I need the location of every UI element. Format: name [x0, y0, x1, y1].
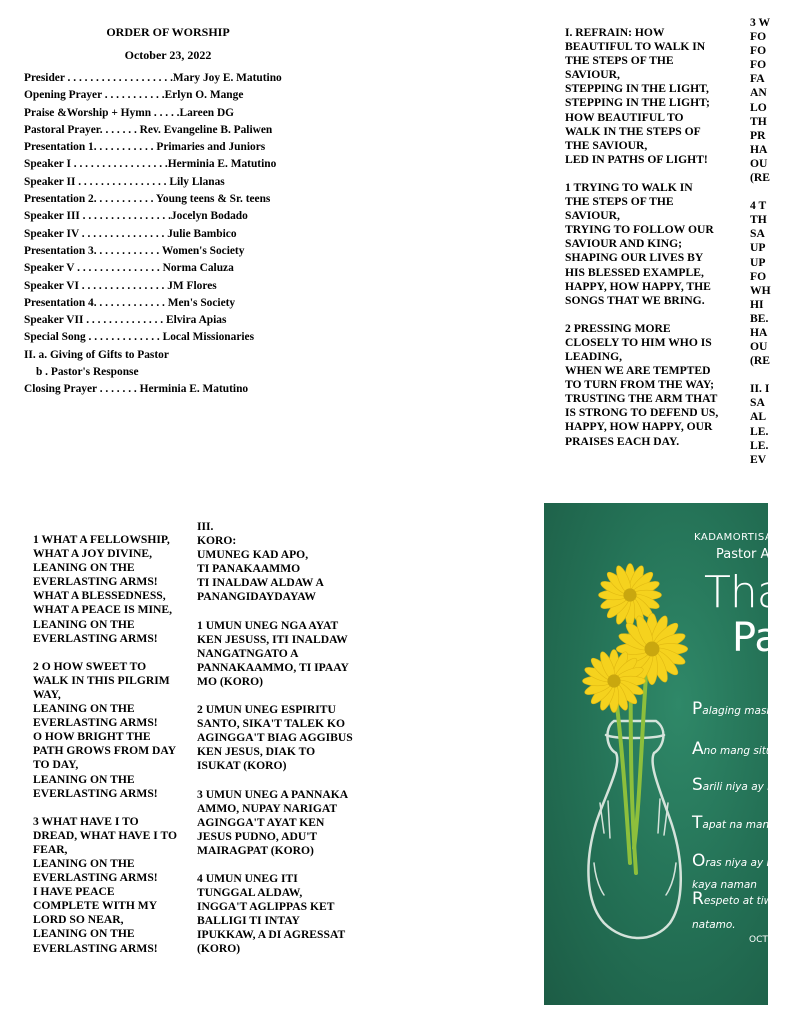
acrostic-initial: A [692, 739, 704, 759]
program-row: Speaker V . . . . . . . . . . . . . . . Norma Caluza [24, 262, 234, 275]
acrostic-line [692, 775, 774, 795]
hymn-verse: 1 UMUN UNEG NGA AYAT KEN JESUSS, ITI INALDAW NANGATNGATO A PANNAKAAMMO, TI IPAAY MO (KORO) [197, 618, 349, 688]
acrostic-initial: R [692, 889, 704, 909]
hymn-verse: 4 UMUN UNEG ITI TUNGGAL ALDAW, INGGA'T AGLIPPAS KET BALLIGI TI INTAY IPUKKAW, A DI AGRESSAT (KORO) [197, 871, 346, 956]
program-row: Presentation 4. . . . . . . . . . . . . Men's Society [24, 296, 236, 309]
card-date-fragment: OCT [749, 935, 768, 945]
card-thank-heading: Tha [704, 567, 783, 618]
hymn-verse: 1 WHAT A FELLOWSHIP, WHAT A JOY DIVINE, LEANING ON THE EVERLASTING ARMS! WHAT A BLESSEDNESS, WHAT A PEACE IS MINE, LEANING ON THE EVERLASTING ARMS! [33, 533, 173, 645]
program-row: Presentation 1. . . . . . . . . . . Primaries and Juniors [24, 141, 266, 154]
program-row: Speaker I . . . . . . . . . . . . . . . . .Herminia E. Matutino [24, 158, 277, 171]
program-row: Speaker VI . . . . . . . . . . . . . . . JM Flores [24, 279, 217, 292]
acrostic-line [692, 699, 776, 719]
program-row: b . Pastor's Response [36, 366, 139, 379]
program-row: Praise &Worship + Hymn . . . . .Lareen DG [24, 106, 235, 119]
hymn-verse: 3 WHAT HAVE I TO DREAD, WHAT HAVE I TO FEAR, LEANING ON THE EVERLASTING ARMS! I HAVE PEACE COMPLETE WITH MY LORD SO NEAR, LEANING ON THE EVERLASTING ARMS! [33, 814, 177, 955]
program-row: Closing Prayer . . . . . . . Herminia E. Matutino [24, 383, 249, 396]
program-row: Presentation 3. . . . . . . . . . . . Women's Society [24, 244, 245, 257]
hymn-verse: 2 UMUN UNEG ESPIRITU SANTO, SIKA'T TALEK KO AGINGGA'T BIAG AGGIBUS KEN JESUS, DIAK TO ISUKAT (KORO) [197, 703, 353, 773]
acrostic-text: alaging masig [702, 705, 777, 717]
program-row: Speaker II . . . . . . . . . . . . . . . . Lily Llanas [24, 175, 225, 188]
hymn-leaning-on-arms [33, 533, 193, 970]
program-row: Special Song . . . . . . . . . . . . . Local Missionaries [24, 331, 255, 344]
hymn-beautiful-to-walk [565, 26, 745, 463]
acrostic-initial: O [692, 851, 706, 871]
yellow-gerbera-flowers [583, 564, 688, 713]
program-title: ORDER OF WORSHIP [106, 25, 230, 39]
hymn-verse: I. REFRAIN: HOW BEAUTIFUL TO WALK IN THE STEPS OF THE SAVIOUR, STEPPING IN THE LIGHT, STEPPING IN THE LIGHT; HOW BEAUTIFUL TO WALK IN THE STEPS OF THE SAVIOUR, LED IN PATHS OF LIGHT! [565, 26, 710, 166]
acrostic-line [692, 851, 779, 871]
thank-you-pastor-card [544, 503, 783, 1005]
hymn-cut-off-column [750, 16, 790, 481]
program-row: Presider . . . . . . . . . . . . . . . . . . .Mary Joy E. Matutino [24, 72, 282, 84]
hymn-verse: 1 TRYING TO WALK IN THE STEPS OF THE SAVIOUR, TRYING TO FOLLOW OUR SAVIOUR AND KING; SHAPING OUR LIVES BY HIS BLESSED EXAMPLE, HAPPY, HOW HAPPY, THE SONGS THAT WE BRING. [565, 180, 714, 307]
flower-head [583, 650, 646, 713]
program-row: Opening Prayer . . . . . . . . . . .Erlyn O. Mange [24, 89, 244, 102]
hymn-verse-cut: II. I SA AL LE. LE. EV [750, 382, 770, 466]
program-list [24, 70, 324, 399]
order-of-worship [24, 24, 324, 399]
acrostic-text: arili niya ay h [702, 781, 774, 793]
program-date: October 23, 2022 [124, 48, 212, 62]
acrostic-text: no mang situa [703, 745, 779, 757]
hymn-verse: III. KORO: UMUNEG KAD APO, TI PANAKAAMMO TI INALDAW ALDAW A PANANGIDAYDAYAW [197, 520, 324, 604]
program-row: Pastoral Prayer. . . . . . . Rev. Evangeline B. Paliwen [24, 123, 273, 136]
program-row: Speaker IV . . . . . . . . . . . . . . . Julie Bambico [24, 227, 237, 240]
card-pastor-name: Pastor A [716, 547, 770, 562]
program-row: Speaker VII . . . . . . . . . . . . . . Elvira Apias [24, 314, 227, 327]
acrostic-line [692, 813, 776, 833]
acrostic-text: kaya naman [692, 879, 757, 891]
hymn-verse-cut: 3 W FO FO FO FA AN LO TH PR HA OU (RE [750, 16, 771, 185]
hymn-umuneg-kad-apo [197, 520, 372, 971]
acrostic-text: apat na mang [702, 819, 776, 831]
program-row: Presentation 2. . . . . . . . . . . Young teens & Sr. teens [24, 193, 271, 206]
program-row: Speaker III . . . . . . . . . . . . . . . .Jocelyn Bodado [24, 210, 248, 223]
acrostic-text: natamo. [692, 919, 736, 931]
hymn-verse: 3 UMUN UNEG A PANNAKA AMMO, NUPAY NARIGAT AGINGGA'T AYAT KEN JESUS PUDNO, ADU'T MAIRAGPAT (KORO) [197, 787, 349, 857]
hymn-verse: 2 PRESSING MORE CLOSELY TO HIM WHO IS LEADING, WHEN WE ARE TEMPTED TO TURN FROM THE WAY; TRUSTING THE ARM THAT IS STRONG TO DEFEND US, HAPPY, HOW HAPPY, OUR PRAISES EACH DAY. [565, 321, 719, 448]
acrostic-initial: S [692, 775, 703, 795]
acrostic-text: espeto at tiwa [703, 895, 779, 907]
program-row: II. a. Giving of Gifts to Pastor [24, 348, 169, 361]
hymn-verse-cut: 4 T TH SA UP UP FO WH HI BE. HA OU (RE [750, 199, 771, 368]
acrostic-line [692, 889, 779, 909]
card-pastor-heading: Pa [732, 615, 779, 661]
hymn-verse: 2 O HOW SWEET TO WALK IN THIS PILGRIM WAY, LEANING ON THE EVERLASTING ARMS! O HOW BRIGHT THE PATH GROWS FROM DAY TO DAY, LEANING ON THE EVERLASTING ARMS! [33, 659, 177, 800]
acrostic-initial: T [692, 813, 703, 833]
acrostic-text: ras niya ay nil [705, 857, 779, 869]
acrostic-line [692, 739, 779, 759]
card-kicker: KADAMORTISA [694, 532, 773, 543]
acrostic-initial: P [692, 699, 703, 719]
acrostic-line [692, 913, 736, 933]
